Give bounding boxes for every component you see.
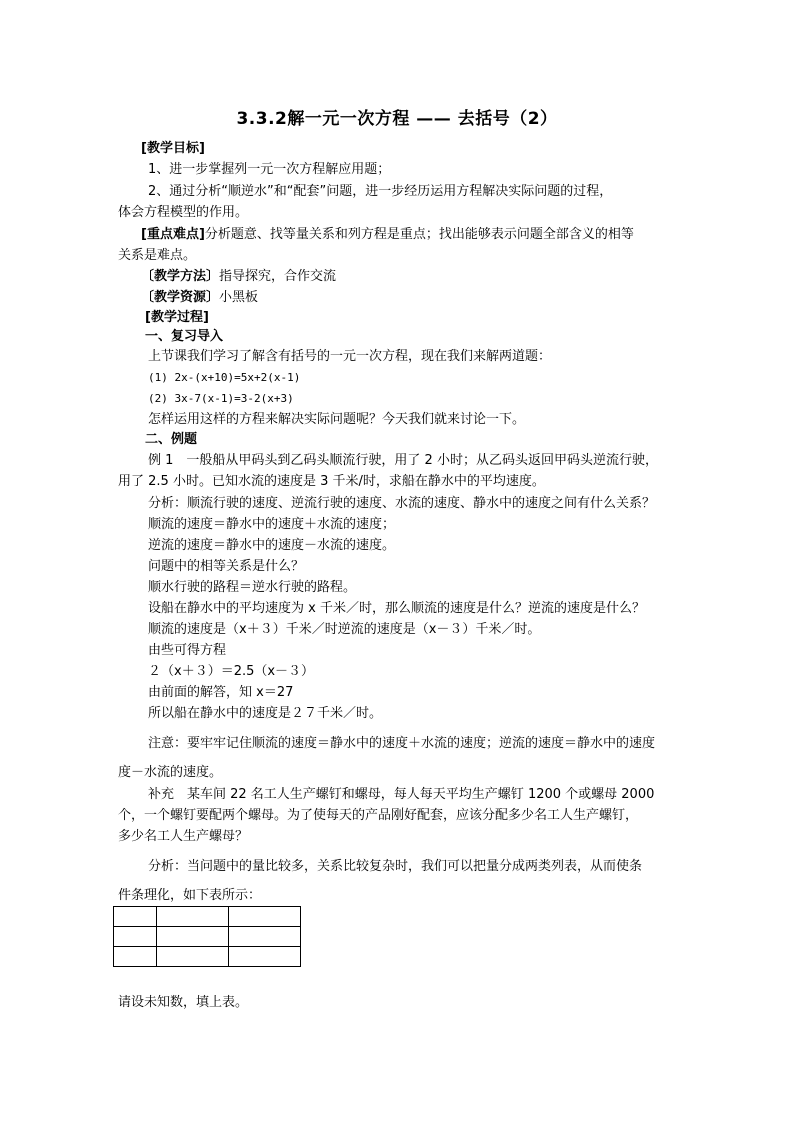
note-line-2: 度－水流的速度。 — [118, 765, 223, 780]
analysis-line-1: 分析：顺流行驶的速度、逆流行驶的速度、水流的速度、静水中的速度之间有什么关系？ — [148, 496, 656, 511]
intro-line: 上节课我们学习了解含有括号的一元一次方程，现在我们来解两道题： — [148, 349, 552, 364]
keypoints-text: 分析题意、找等量关系和列方程是重点；找出能够表示问题全部含义的相等 — [204, 227, 634, 242]
table-cell[interactable] — [229, 907, 301, 927]
keypoints-label: [重点难点] — [141, 227, 205, 242]
section-2-heading: 二、例题 — [145, 432, 198, 447]
final-instruction: 请设未知数，填上表。 — [118, 995, 249, 1010]
process-heading: [教学过程] — [145, 310, 209, 325]
downstream-speed: 顺流的速度＝静水中的速度＋水流的速度； — [148, 517, 396, 532]
analysis-2-line-2: 件条理化，如下表所示： — [118, 888, 262, 903]
analysis-2-line-1: 分析：当问题中的量比较多，关系比较复杂时，我们可以把量分成两类列表，从而使条 — [148, 859, 643, 874]
resource-label: 〔教学资源〕 — [141, 290, 220, 305]
objective-1: 1、进一步掌握列一元一次方程解应用题； — [148, 162, 391, 177]
objective-2-line-1: 2、通过分析“顺逆水”和“配套”问题，进一步经历运用方程解决实际问题的过程， — [148, 184, 613, 199]
equal-relation-answer: 顺水行驶的路程＝逆水行驶的路程。 — [148, 580, 357, 595]
equal-relation-question: 问题中的相等关系是什么？ — [148, 559, 305, 574]
conclusion-line: 所以船在静水中的速度是２７千米／时。 — [148, 706, 383, 721]
equation-1: (1) 2x-(x+10)=5x+2(x-1) — [148, 371, 301, 384]
method-label: 〔教学方法〕 — [141, 269, 220, 284]
assume-line: 设船在静水中的平均速度为 x 千米／时，那么顺流的速度是什么？逆流的速度是什么？ — [148, 601, 645, 616]
table-cell[interactable] — [114, 947, 157, 967]
keypoints-line-2: 关系是难点。 — [118, 248, 197, 263]
section-1-heading: 一、复习导入 — [145, 329, 224, 344]
resource-text: 小黑板 — [219, 290, 259, 305]
example-1-line-1: 例 1 一般船从甲码头到乙码头顺流行驶，用了 2 小时；从乙码头返回甲码头逆流行驶， — [148, 453, 658, 468]
table-cell[interactable] — [229, 947, 301, 967]
table-row — [114, 907, 301, 927]
table-cell[interactable] — [114, 927, 157, 947]
supplement-line-2: 个，一个螺钉要配两个螺母。为了使每天的产品刚好配套，应该分配多少名工人生产螺钉， — [118, 808, 639, 823]
solution-line: 由前面的解答，知 x＝27 — [148, 685, 294, 700]
keypoints-line-1 — [141, 225, 634, 244]
equation-line: ２（x＋３）＝2.5（x－３） — [148, 664, 315, 679]
table-cell[interactable] — [157, 927, 229, 947]
note-line-1: 注意：要牢牢记住顺流的速度＝静水中的速度＋水流的速度；逆流的速度＝静水中的速度 — [148, 736, 656, 751]
objective-2-line-2: 体会方程模型的作用。 — [118, 205, 249, 220]
question-line: 怎样运用这样的方程来解决实际问题呢？今天我们就来讨论一下。 — [148, 412, 526, 427]
example-1-line-2: 用了 2.5 小时。已知水流的速度是 3 千米/时，求船在静水中的平均速度。 — [118, 474, 545, 489]
table-cell[interactable] — [157, 907, 229, 927]
speeds-line: 顺流的速度是（x＋３）千米／时逆流的速度是（x－３）千米／时。 — [148, 622, 541, 637]
page-title: 3.3.2解一元一次方程 —— 去括号（2） — [236, 109, 558, 129]
supplement-line-3: 多少名工人生产螺母？ — [118, 829, 249, 844]
table-cell[interactable] — [157, 947, 229, 967]
table-cell[interactable] — [114, 907, 157, 927]
table-cell[interactable] — [229, 927, 301, 947]
table-row — [114, 947, 301, 967]
supplement-line-1: 补充 某车间 22 名工人生产螺钉和螺母，每人每天平均生产螺钉 1200 个或螺母 2000 — [148, 787, 655, 802]
method-line — [141, 267, 336, 286]
table-row — [114, 927, 301, 947]
resource-line — [141, 288, 258, 307]
objectives-heading: [教学目标] — [141, 141, 205, 156]
equation-2: (2) 3x-7(x-1)=3-2(x+3) — [148, 392, 294, 405]
upstream-speed: 逆流的速度＝静水中的速度－水流的速度。 — [148, 538, 396, 553]
equation-intro: 由些可得方程 — [148, 643, 227, 658]
method-text: 指导探究，合作交流 — [219, 269, 337, 284]
blank-table — [113, 906, 301, 967]
